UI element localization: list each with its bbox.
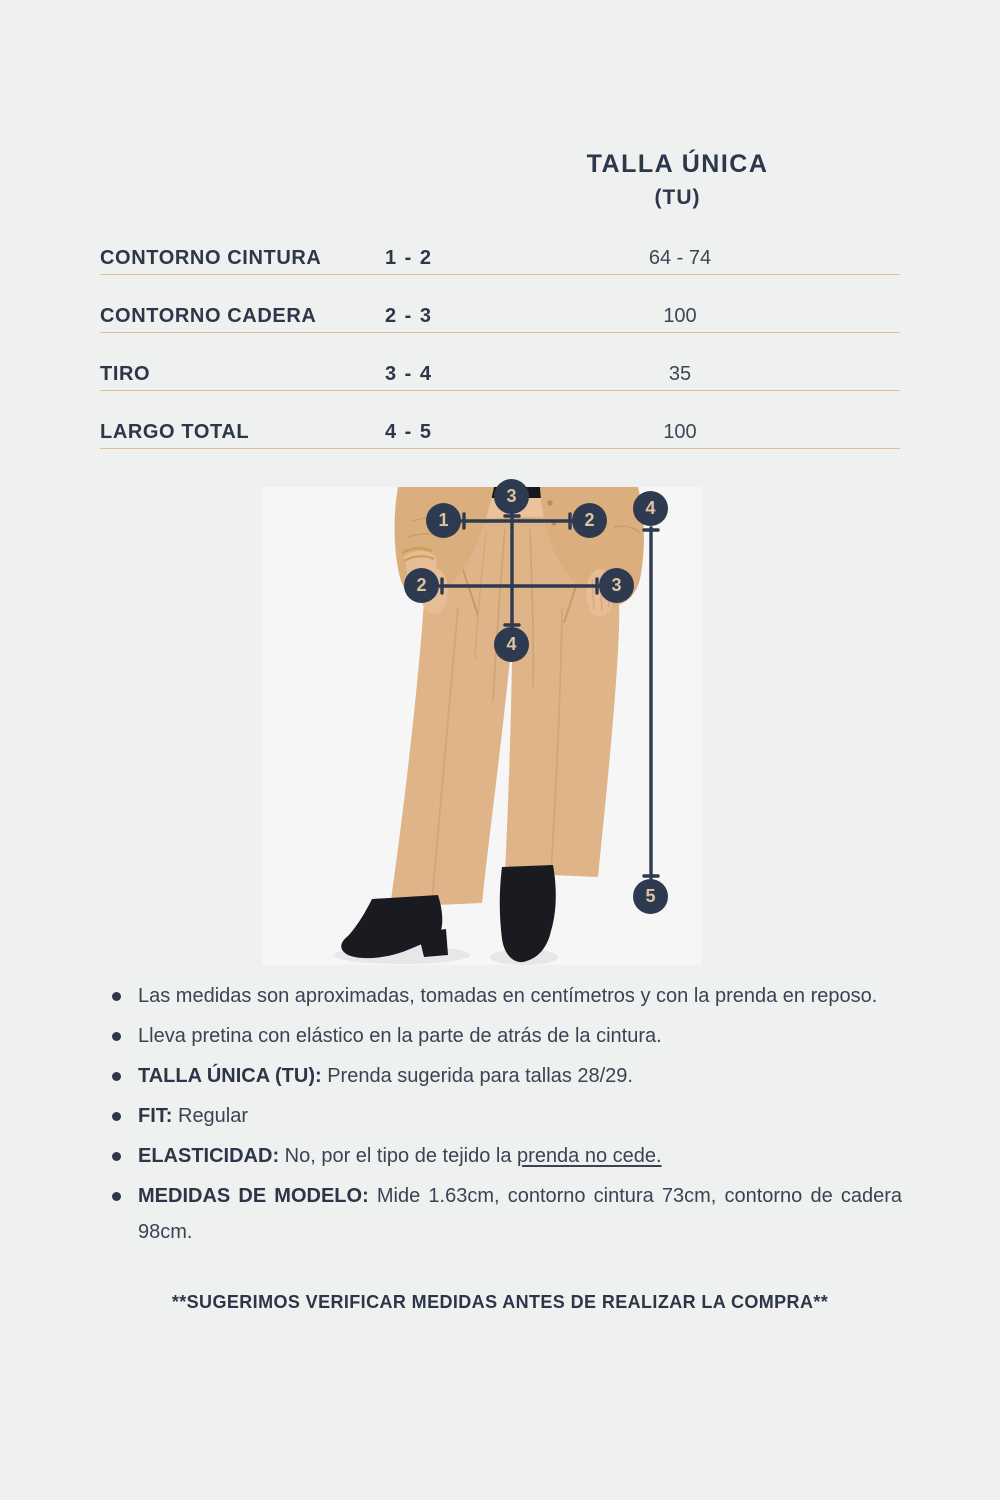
measure-value: 100 xyxy=(663,305,697,327)
marker-rise-bottom: 4 xyxy=(494,627,529,662)
marker-hip-right: 3 xyxy=(599,568,634,603)
measure-points: 3 - 4 xyxy=(385,363,433,385)
table-row xyxy=(100,305,900,333)
notes-list xyxy=(108,978,902,1254)
bullet-icon xyxy=(112,1152,121,1161)
size-column-subtitle: (TU) xyxy=(654,186,701,209)
marker-waist-right: 2 xyxy=(572,503,607,538)
note-bold: MEDIDAS DE MODELO: xyxy=(138,1185,369,1207)
marker-length-top: 4 xyxy=(633,491,668,526)
table-row xyxy=(100,247,900,275)
bullet-icon xyxy=(112,1072,121,1081)
bullet-icon xyxy=(112,1112,121,1121)
measure-label: CONTORNO CINTURA xyxy=(100,247,322,269)
measure-points: 2 - 3 xyxy=(385,305,433,327)
note-item xyxy=(108,978,902,1014)
note-bold: TALLA ÚNICA (TU): xyxy=(138,1065,322,1087)
note-text: Prenda sugerida para tallas 28/29. xyxy=(321,1065,633,1087)
size-column-header xyxy=(455,150,900,210)
note-text: Regular xyxy=(172,1105,249,1127)
table-row xyxy=(100,363,900,391)
footer-disclaimer: **SUGERIMOS VERIFICAR MEDIDAS ANTES DE REALIZAR LA COMPRA** xyxy=(171,1292,829,1312)
note-item xyxy=(108,1058,902,1094)
note-text: Mide 1.63cm, contorno cintura 73cm, contorno de cadera 98cm. xyxy=(138,1185,902,1243)
note-underline: prenda no cede. xyxy=(517,1145,662,1167)
marker-length-bottom: 5 xyxy=(633,879,668,914)
note-item xyxy=(108,1018,902,1054)
marker-waist-left: 1 xyxy=(426,503,461,538)
bullet-icon xyxy=(112,1192,121,1201)
marker-hip-left: 2 xyxy=(404,568,439,603)
note-bold: FIT: xyxy=(138,1105,173,1127)
measure-points: 1 - 2 xyxy=(385,247,433,269)
measure-value: 64 - 74 xyxy=(648,247,712,269)
table-row xyxy=(100,421,900,449)
measure-value: 100 xyxy=(663,421,697,443)
measure-label: LARGO TOTAL xyxy=(100,421,250,443)
note-bold: ELASTICIDAD: xyxy=(138,1145,280,1167)
size-column-title: TALLA ÚNICA xyxy=(586,150,769,178)
measure-label: TIRO xyxy=(100,363,151,385)
note-text: Lleva pretina con elástico en la parte de atrás de la cintura. xyxy=(138,1025,662,1047)
note-item xyxy=(108,1098,902,1134)
measure-label: CONTORNO CADERA xyxy=(100,305,317,327)
note-item xyxy=(108,1178,902,1250)
note-text: No, por el tipo de tejido la xyxy=(279,1145,518,1167)
measure-value: 35 xyxy=(668,363,692,385)
marker-rise-top: 3 xyxy=(494,479,529,514)
bullet-icon xyxy=(112,1032,121,1041)
note-item xyxy=(108,1138,902,1174)
note-text: Las medidas son aproximadas, tomadas en centímetros y con la prenda en reposo. xyxy=(138,985,878,1007)
bullet-icon xyxy=(112,992,121,1001)
measure-points: 4 - 5 xyxy=(385,421,433,443)
